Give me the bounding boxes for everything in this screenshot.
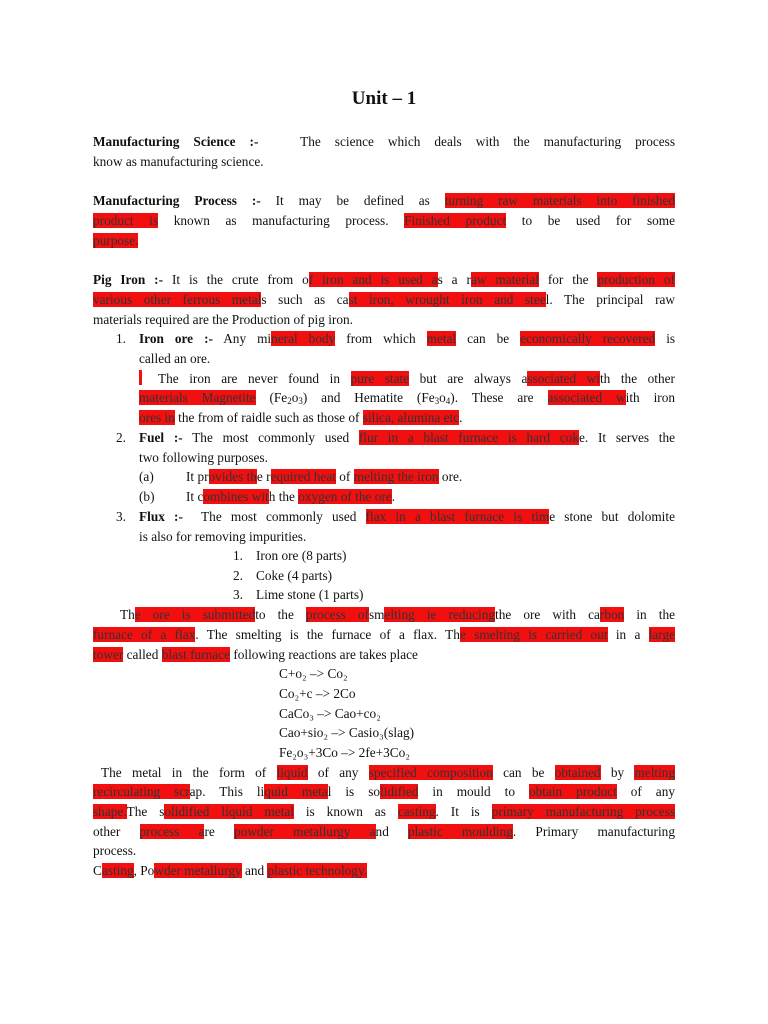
highlight: elting ie reducing <box>384 607 496 622</box>
list-item: Coke (4 parts) <box>256 568 333 583</box>
highlight: plastic technology. <box>267 863 368 878</box>
text: Any mi <box>223 331 272 346</box>
highlight: equired heat <box>270 469 336 484</box>
highlight: ovides th <box>208 469 257 484</box>
text: known as manufacturing process. <box>173 213 389 228</box>
highlight: lidified <box>380 784 419 799</box>
text: by <box>610 765 625 780</box>
list-item: Iron ore (8 parts) <box>256 548 347 563</box>
subscript: 3 <box>434 396 440 406</box>
text: ap. This li <box>189 784 265 799</box>
highlight: blast furnace <box>161 647 230 662</box>
highlight: process of <box>305 607 369 622</box>
list-number: 3. <box>233 587 243 602</box>
text: ) and Hematite (Fe <box>302 390 435 405</box>
text: called <box>126 647 159 662</box>
highlight: melting the iron <box>353 469 439 484</box>
text: of any <box>317 765 359 780</box>
text: The s <box>126 804 165 819</box>
highlight: purpose. <box>93 233 139 248</box>
highlight: obtain product <box>528 784 617 799</box>
highlight: tower <box>93 647 124 662</box>
term-flux: Flux :- <box>139 509 183 524</box>
text: called an ore. <box>139 351 211 366</box>
highlight: process a <box>139 824 205 839</box>
text: and <box>244 863 265 878</box>
text: in mould to <box>432 784 515 799</box>
highlight: f iron and is used a <box>308 272 438 287</box>
highlight: aw material <box>470 272 539 287</box>
list-number: 1. <box>116 331 126 346</box>
term-pig-iron: Pig Iron :- <box>93 272 164 287</box>
sub-item-a <box>186 467 462 487</box>
highlight: recirculating scr <box>93 784 190 799</box>
flux-line2 <box>139 527 675 547</box>
text: . <box>459 410 463 425</box>
text: , Po <box>133 863 155 878</box>
text: l. The principal raw <box>545 292 676 307</box>
list-number: 3. <box>116 509 126 524</box>
manufacturing-science-line2 <box>93 152 675 172</box>
highlight: ssociated wi <box>527 371 600 386</box>
text: in a <box>615 627 641 642</box>
text: materials required are the Production of pig iron. <box>93 312 353 327</box>
highlight: rbon <box>599 607 625 622</box>
page-title: Unit – 1 <box>351 88 417 109</box>
highlight: various other ferrous metal <box>93 292 262 307</box>
highlight: turning raw materials into finished <box>444 193 675 208</box>
text: to be used for some <box>521 213 676 228</box>
text: re <box>204 824 215 839</box>
text: Th <box>120 607 135 622</box>
subscript: 4 <box>445 396 451 406</box>
list-item: Lime stone (1 parts) <box>256 587 364 602</box>
text: sm <box>368 607 385 622</box>
text: It may be defined as <box>275 193 430 208</box>
text: is also for removing impurities. <box>139 529 307 544</box>
highlight: shape. <box>93 804 127 819</box>
text: . <box>391 489 396 504</box>
text: other <box>93 824 121 839</box>
subscript: 3 <box>298 396 303 406</box>
iron-ore-line2 <box>139 349 675 369</box>
text: following reactions are takes place <box>233 647 418 662</box>
subscript: 2 <box>287 396 292 406</box>
highlight: wder metallurgy <box>154 863 242 878</box>
text: The most commonly used <box>201 509 357 524</box>
highlight: e smelting is carried out <box>459 627 608 642</box>
text: from which <box>346 331 416 346</box>
text: The iron are never found in <box>158 371 340 386</box>
sub-item-b <box>186 487 395 507</box>
highlight: st iron, wrought iron and stee <box>348 292 546 307</box>
highlight: olidified liquid metal <box>164 804 294 819</box>
text: to the <box>255 607 294 622</box>
text: h the <box>268 489 295 504</box>
text: nd <box>375 824 389 839</box>
manufacturing-process-line3 <box>93 231 675 251</box>
text: but are always a <box>419 371 528 386</box>
text: C <box>93 863 102 878</box>
metal-line5 <box>93 841 675 861</box>
term-fuel: Fuel :- <box>139 430 183 445</box>
text: s a r <box>437 272 471 287</box>
methods-line <box>93 861 675 881</box>
highlight: Finished product <box>404 213 507 228</box>
text: know as manufacturing science. <box>93 154 264 169</box>
text: o <box>439 390 446 405</box>
highlight: ores in <box>139 410 175 425</box>
highlight: product is <box>93 213 159 228</box>
highlight: powder metallurgy a <box>234 824 376 839</box>
text: the from of raidle such as those of <box>178 410 360 425</box>
text: in the <box>636 607 676 622</box>
text: for the <box>547 272 589 287</box>
highlight: materials Magnetite <box>139 390 256 405</box>
highlight: plastic moulding <box>408 824 513 839</box>
highlight: quid meta <box>264 784 328 799</box>
text: l is so <box>327 784 381 799</box>
fuel-line2 <box>139 448 675 468</box>
text: The science which deals with the manufacturing process <box>300 134 675 149</box>
list-number: 1. <box>233 548 243 563</box>
text: e stone but dolomite <box>549 509 675 524</box>
highlight-marker <box>139 370 142 385</box>
highlight: primary manufacturing process <box>491 804 676 819</box>
text: can be <box>503 765 545 780</box>
highlight: e ore is submitted <box>134 607 256 622</box>
text: of <box>339 469 351 484</box>
term-iron-ore: Iron ore :- <box>139 331 213 346</box>
highlight: ombines wit <box>203 489 269 504</box>
text: is <box>666 331 676 346</box>
highlight: casting <box>397 804 436 819</box>
equation: C+o₂ –> Co₂ <box>279 666 348 681</box>
highlight: metal <box>426 331 457 346</box>
text: It c <box>186 489 204 504</box>
highlight: pure state <box>350 371 410 386</box>
text: (Fe <box>269 390 288 405</box>
highlight: economically recovered <box>520 331 656 346</box>
highlight: obtained <box>554 765 601 780</box>
highlight: furnace of a flax <box>93 627 196 642</box>
text: ). These are <box>450 390 534 405</box>
text: o <box>291 390 299 405</box>
pig-iron-line3 <box>93 310 675 330</box>
term-manufacturing-science: Manufacturing Science :- <box>93 134 259 149</box>
text: e. It serves the <box>579 430 676 445</box>
text: . Primary manufacturing <box>512 824 675 839</box>
highlight: asting <box>101 863 134 878</box>
text: e r <box>256 469 271 484</box>
text: th the other <box>599 371 675 386</box>
text: the ore with ca <box>495 607 600 622</box>
text: It pr <box>186 469 209 484</box>
text: ith iron <box>625 390 676 405</box>
text: is known as <box>305 804 386 819</box>
text: two following purposes. <box>139 450 268 465</box>
highlight: melting <box>634 765 676 780</box>
text: . The smelting is the furnace of a flax. Th <box>195 627 460 642</box>
highlight: large <box>648 627 676 642</box>
highlight: flax in a blast furnace is tim <box>365 509 550 524</box>
list-number: 2. <box>233 568 243 583</box>
list-number: 2. <box>116 430 126 445</box>
smelting-line3 <box>93 645 675 665</box>
highlight: production of <box>597 272 676 287</box>
sub-item-label: (a) <box>139 469 154 484</box>
text: The metal in the form of <box>101 765 267 780</box>
highlight: oxygen of the ore <box>298 489 392 504</box>
text: . It is <box>435 804 480 819</box>
text: process. <box>93 843 137 858</box>
equation: Cao+sio₂ –> Casio₃(slag) <box>279 725 415 740</box>
text: can be <box>467 331 510 346</box>
text: The most commonly used <box>192 430 350 445</box>
term-manufacturing-process: Manufacturing Process :- <box>93 193 261 208</box>
equation: Fe₂o₃+3Co –> 2fe+3Co₂ <box>279 745 410 760</box>
highlight: specified composition <box>368 765 493 780</box>
text: s such as ca <box>261 292 349 307</box>
highlight: neral body <box>271 331 336 346</box>
text: ore. <box>441 469 463 484</box>
sub-item-label: (b) <box>139 489 155 504</box>
text: It is the crute from o <box>171 272 309 287</box>
highlight: associated w <box>547 390 626 405</box>
equation: Co₂+c –> 2Co <box>279 686 356 701</box>
text: of any <box>630 784 675 799</box>
equation: CaCo₃ –> Cao+co₂ <box>279 706 381 721</box>
highlight: silica, alumina etc <box>362 410 460 425</box>
highlight: liquid <box>276 765 308 780</box>
iron-ore-line5 <box>139 408 675 428</box>
highlight: flur in a blast furnace is hard cok <box>358 430 580 445</box>
